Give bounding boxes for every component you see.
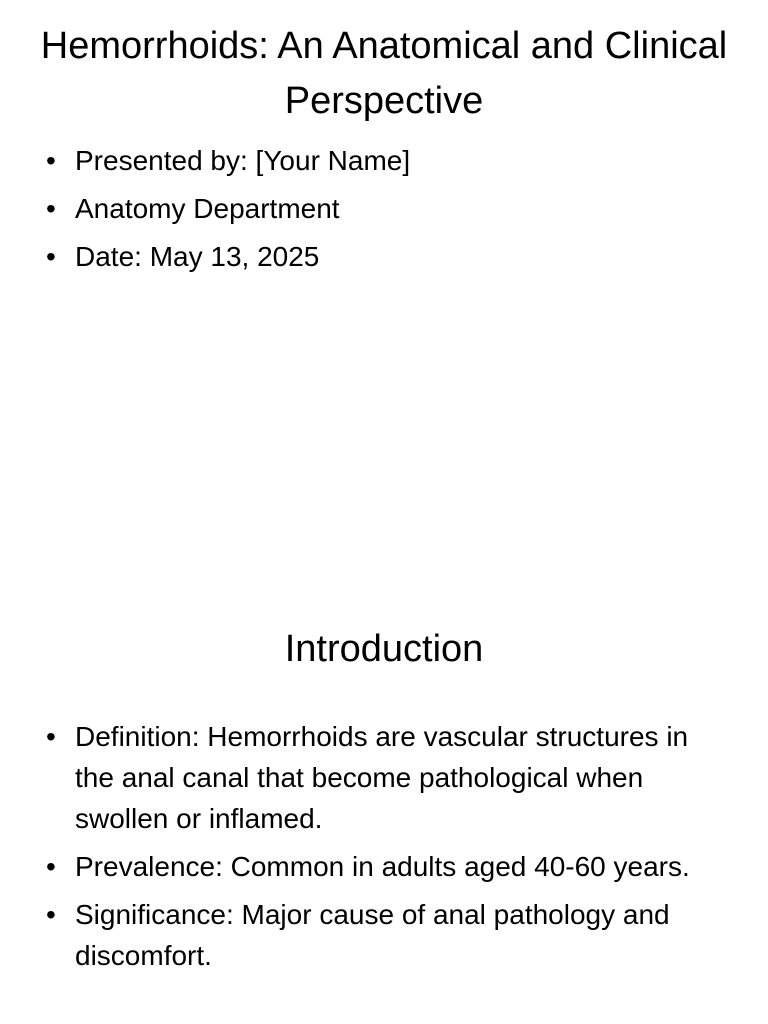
slide-introduction <box>0 512 768 1024</box>
bullet-icon: • <box>46 899 56 930</box>
list-item-text: Definition: Hemorrhoids are vascular structures in the anal canal that become pathological when swollen or inflamed. <box>75 721 689 834</box>
list-item-text: Presented by: [Your Name] <box>75 145 411 176</box>
bullet-icon: • <box>46 145 56 176</box>
list-item-text: Date: May 13, 2025 <box>75 241 320 272</box>
slide-title: Hemorrhoids: An Anatomical and Clinical Perspective <box>40 25 728 122</box>
slide-title: Introduction <box>284 628 484 670</box>
bullet-icon: • <box>46 193 56 224</box>
bullet-icon: • <box>46 721 56 752</box>
bullet-icon: • <box>46 241 56 272</box>
bullet-icon: • <box>46 851 56 882</box>
list-item <box>38 140 698 181</box>
list-item-text: Prevalence: Common in adults aged 40-60 years. <box>75 851 690 882</box>
list-item-text: Significance: Major cause of anal pathology and discomfort. <box>75 899 670 971</box>
list-item <box>38 716 698 839</box>
list-item <box>38 188 698 229</box>
list-item <box>38 236 698 277</box>
list-item <box>38 846 698 887</box>
list-item-text: Anatomy Department <box>75 193 340 224</box>
bullet-list <box>38 716 698 983</box>
list-item <box>38 894 698 976</box>
bullet-list <box>38 140 698 284</box>
